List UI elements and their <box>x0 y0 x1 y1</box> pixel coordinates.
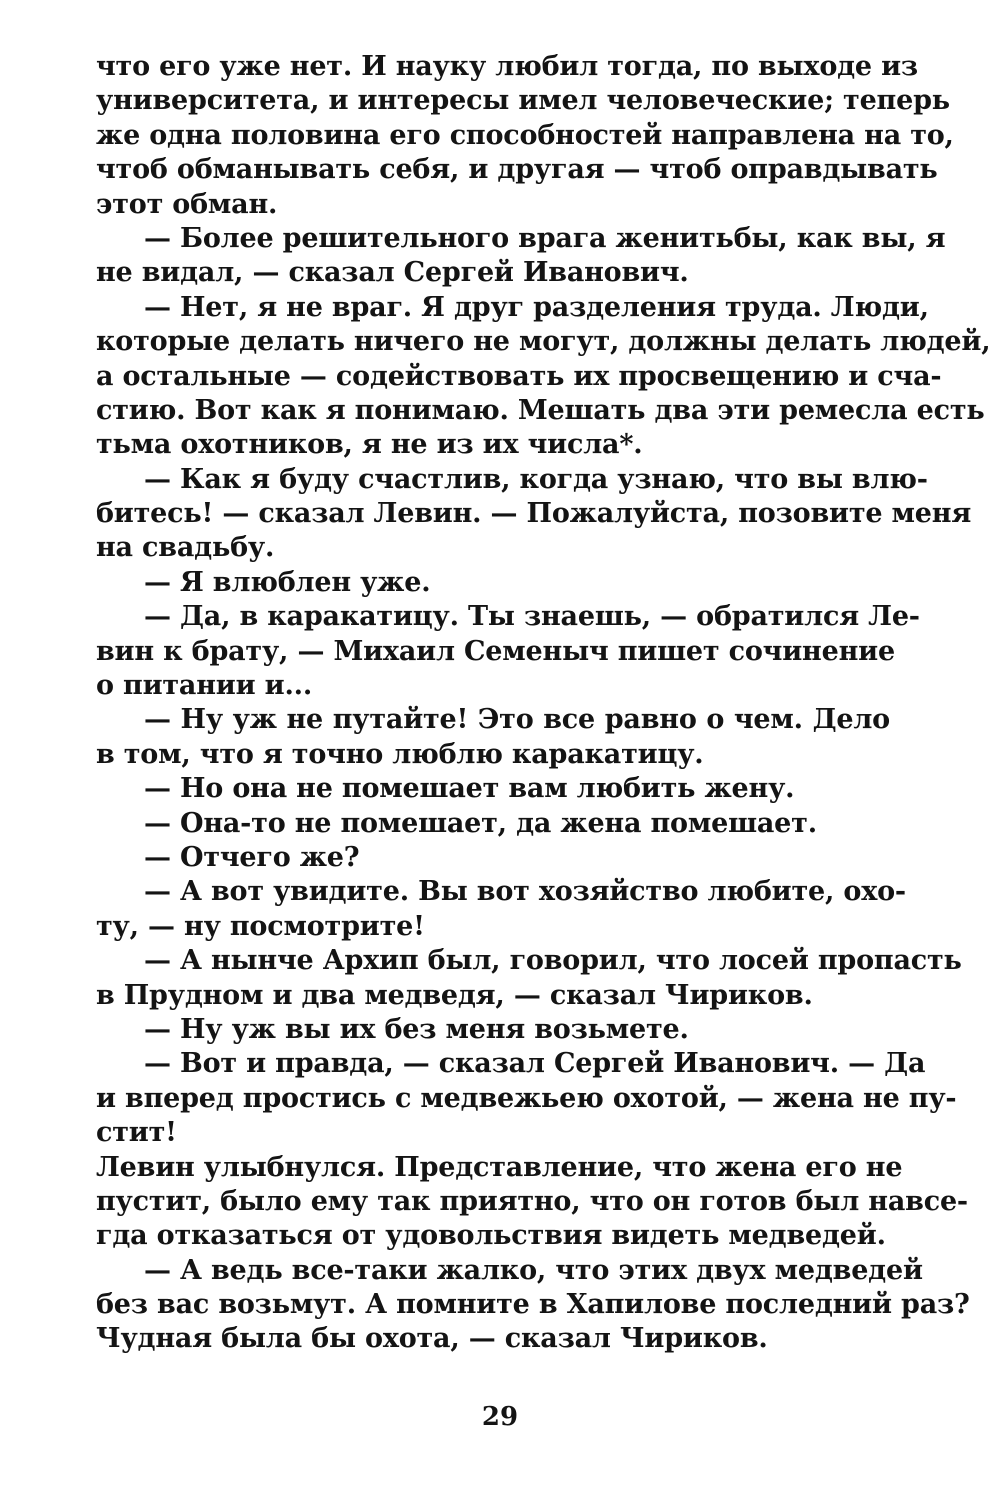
text-line: — А нынче Архип был, говорил, что лосей пропасть <box>144 945 962 977</box>
body-text <box>96 50 991 1357</box>
text-line: университета, и интересы имел человеческие; теперь <box>96 85 950 117</box>
text-line: а остальные — содействовать их просвещению и сча- <box>96 360 942 392</box>
text-line: Чудная была бы охота, — сказал Чириков. <box>96 1323 768 1355</box>
text-line: тьма охотников, я не из их числа*. <box>96 429 643 461</box>
text-line: на свадьбу. <box>96 532 275 564</box>
text-line: и вперед простись с медвежьею охотой, — жена не пу- <box>96 1082 957 1114</box>
text-line: — А вот увидите. Вы вот хозяйство любите, охо- <box>144 876 906 908</box>
text-line: битесь! — сказал Левин. — Пожалуйста, позовите меня <box>96 498 972 530</box>
text-line: — Нет, я не враг. Я друг разделения труда. Люди, <box>144 291 929 323</box>
text-line: в Прудном и два медведя, — сказал Чириков. <box>96 979 813 1011</box>
text-line: стию. Вот как я понимаю. Мешать два эти ремесла есть <box>96 394 985 426</box>
text-line: пустит, было ему так приятно, что он готов был навсе- <box>96 1185 968 1217</box>
text-line: чтоб обманывать себя, и другая — чтоб оправдывать <box>96 154 938 186</box>
text-line: этот обман. <box>96 188 278 220</box>
text-line: — А ведь все-таки жалко, что этих двух медведей <box>144 1254 923 1286</box>
text-line: — Она-то не помешает, да жена помешает. <box>144 807 817 839</box>
text-line: что его уже нет. И науку любил тогда, по выходе из <box>96 51 918 82</box>
text-line: — Ну уж не путайте! Это все равно о чем. Дело <box>144 704 890 736</box>
text-line: — Но она не помешает вам любить жену. <box>144 773 795 805</box>
text-line: гда отказаться от удовольствия видеть медведей. <box>96 1220 886 1252</box>
text-line: которые делать ничего не могут, должны делать людей, <box>96 326 991 358</box>
text-line: — Более решительного врага женитьбы, как вы, я <box>144 222 946 254</box>
text-line: же одна половина его способностей направлена на то, <box>96 119 954 151</box>
text-line: о питании и... <box>96 670 313 702</box>
text-line: — Вот и правда, — сказал Сергей Иванович. — Да <box>144 1048 926 1080</box>
text-line: — Как я буду счастлив, когда узнаю, что вы влю- <box>144 463 928 495</box>
text-line: вин к брату, — Михаил Семеныч пишет сочинение <box>96 635 895 667</box>
page-number: 29 <box>481 1402 519 1432</box>
text-line: Левин улыбнулся. Представление, что жена его не <box>96 1151 903 1183</box>
text-line: — Я влюблен уже. <box>144 566 431 598</box>
text-line: — Ну уж вы их без меня возьмете. <box>144 1013 689 1045</box>
text-line: стит! <box>96 1117 177 1149</box>
text-line: в том, что я точно люблю каракатицу. <box>96 738 704 770</box>
text-line: — Отчего же? <box>144 841 360 873</box>
text-line: — Да, в каракатицу. Ты знаешь, — обратился Ле- <box>144 601 920 633</box>
text-line: ту, — ну посмотрите! <box>96 910 425 942</box>
text-line: не видал, — сказал Сергей Иванович. <box>96 257 689 289</box>
text-line: без вас возьмут. А помните в Хапилове последний раз? <box>96 1289 970 1321</box>
